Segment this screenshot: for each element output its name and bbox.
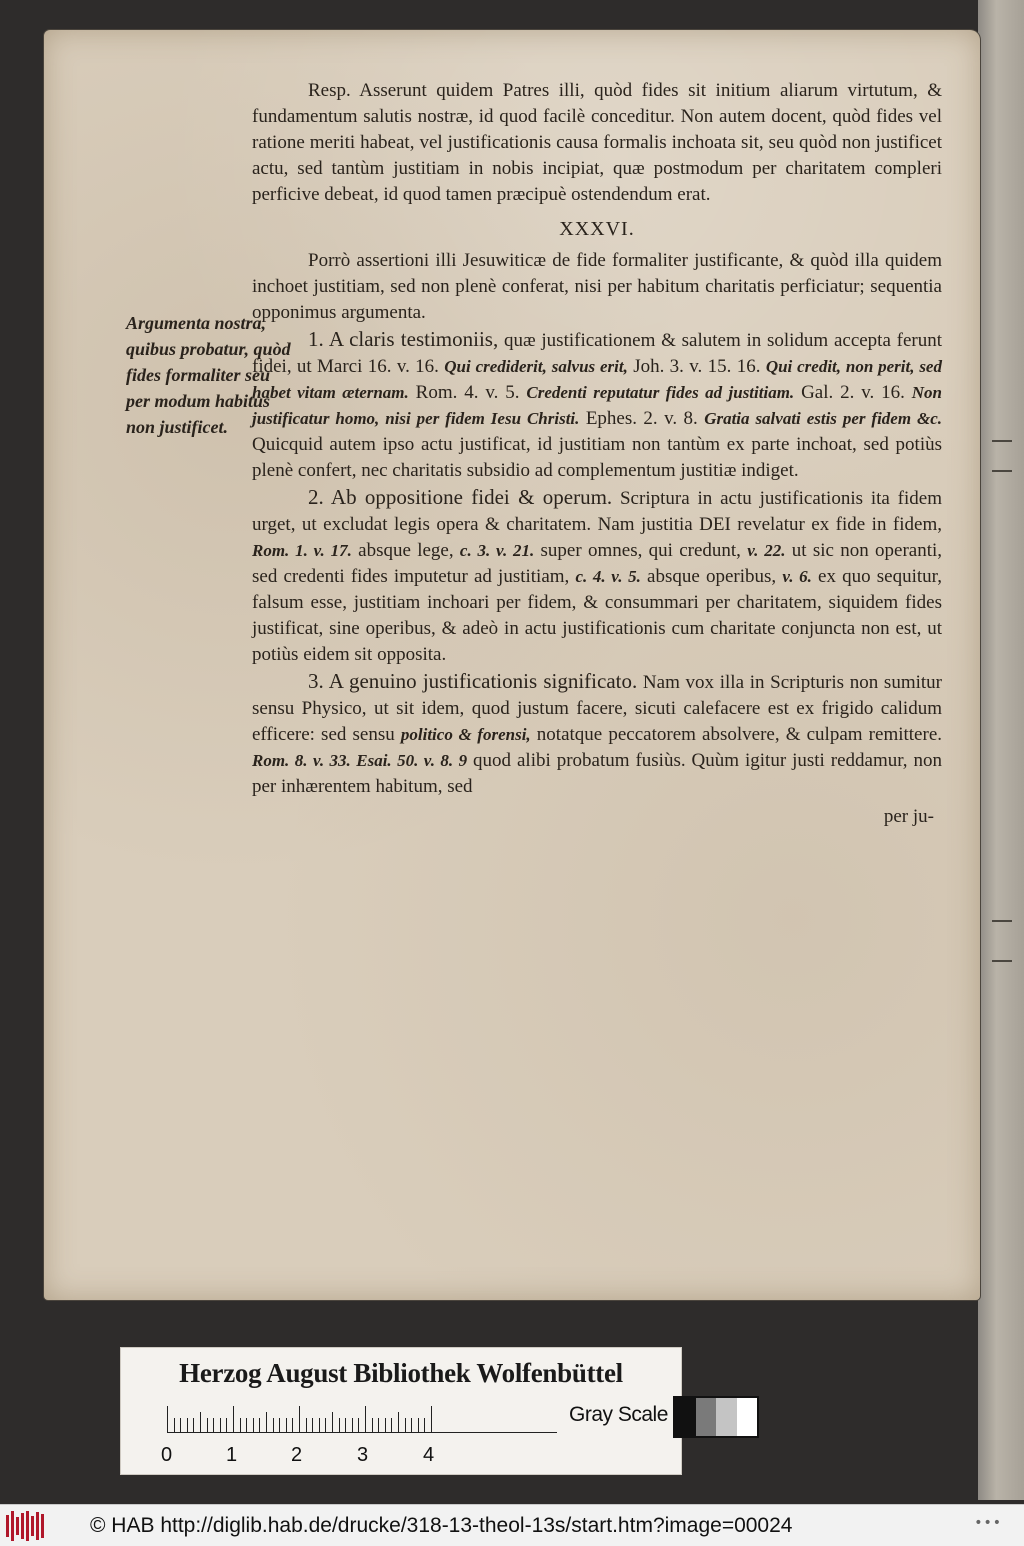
catchword: per ju- — [883, 806, 934, 827]
swatch — [716, 1398, 737, 1436]
ruler-tick — [319, 1418, 320, 1432]
scale-ruler — [167, 1404, 557, 1444]
ruler-tick — [418, 1418, 419, 1432]
scripture-reference: v. 6. — [782, 567, 812, 586]
ruler-tick — [279, 1418, 280, 1432]
swatch — [675, 1398, 696, 1436]
margin-note: Argumenta nostra, quibus probatur, quòd fides formaliter seu per modum habitus non justificet. — [126, 313, 291, 437]
ruler-tick — [345, 1418, 346, 1432]
argument-1-text: Quicquid autem ipso actu justificat, id justitiam non tantùm ex parte inchoat, sed potiùs plenè confert, nec charitatis subsidio ad complementum justitiæ indiget. — [252, 434, 942, 481]
ruler-tick — [405, 1418, 406, 1432]
argument-3 — [252, 668, 942, 800]
scripture-quote: Qui crediderit, salvus erit, — [444, 357, 628, 376]
argument-3-text: notatque peccatorem absolvere, & culpam remittere. — [530, 724, 943, 745]
argument-2-text: Scriptura in actu justificationis ita fidem urget, ut excludat legis opera & charitatem. Nam justitia DEI revelatur ex fide in fidem, — [252, 488, 942, 535]
argument-2-lead: 2. Ab oppositione fidei & operum. — [308, 485, 613, 509]
ruler-tick — [220, 1418, 221, 1432]
adjacent-page-edge — [978, 0, 1024, 1500]
ruler-tick — [253, 1418, 254, 1432]
footer-bar — [0, 1504, 1024, 1546]
scripture-reference: Rom. 8. v. 33. Esai. 50. v. 8. 9 — [252, 751, 468, 770]
ruler-tick — [174, 1418, 175, 1432]
ruler-tick — [273, 1418, 274, 1432]
scripture-reference: c. 3. v. 21. — [459, 541, 535, 560]
ruler-tick — [325, 1418, 326, 1432]
argument-1-text: Rom. 4. v. 5. — [408, 382, 527, 403]
scripture-reference: v. 22. — [747, 541, 786, 560]
ruler-tick — [207, 1418, 208, 1432]
ruler-tick — [200, 1412, 201, 1432]
ruler-tick — [240, 1418, 241, 1432]
ruler-tick — [391, 1418, 392, 1432]
hab-logo-icon — [6, 1511, 50, 1541]
argument-3-text: quod alibi probatum fusiùs. Quùm igitur justi reddamur, non per inhærentem habitum, sed — [252, 750, 942, 797]
footer-url[interactable]: © HAB http://diglib.hab.de/drucke/318-13-theol-13s/start.htm?image=00024 — [90, 1513, 793, 1537]
ruler-tick — [299, 1406, 300, 1432]
library-label — [120, 1347, 682, 1475]
paragraph-intro: Porrò assertioni illi Jesuwiticæ de fide formaliter justificante, & quòd illa quidem inchoet justitiam, sed non plenè conferat, nisi per habitum charitatis perficiatur; sequentia opponimus argumenta. — [252, 250, 942, 323]
scale-number: 0 — [161, 1444, 173, 1466]
scripture-quote: Qui credit, non perit, sed habet vitam æternam. — [252, 357, 942, 402]
ruler-tick — [431, 1406, 432, 1432]
argument-1-text: Joh. 3. v. 15. 16. — [627, 356, 766, 377]
argument-3-lead: 3. A genuino justificationis significato. — [308, 669, 638, 693]
swatch — [696, 1398, 717, 1436]
ruler-tick — [246, 1418, 247, 1432]
more-menu-icon[interactable]: ••• — [974, 1515, 1002, 1531]
ruler-tick — [339, 1418, 340, 1432]
argument-1-text: quæ justificationem & salutem in solidum accepta ferunt fidei, ut Marci 16. v. 16. — [252, 330, 943, 377]
argument-3-text: Nam vox illa in Scripturis non sumitur sensu Physico, ut sit idem, quod justum facere, sicuti calefacere est ex frigido calidum efficere: sed sensu — [252, 672, 942, 745]
argument-2-text: super omnes, qui credunt, — [534, 540, 748, 561]
ruler-tick — [411, 1418, 412, 1432]
ruler-tick — [332, 1412, 333, 1432]
scale-number: 4 — [423, 1444, 435, 1466]
ruler-tick — [193, 1418, 194, 1432]
argument-2-text: ut sic non operanti, sed credenti fides imputetur ad justitiam, — [252, 540, 943, 587]
argument-2-text: absque operibus, — [640, 566, 783, 587]
ruler-tick — [180, 1418, 181, 1432]
argument-1 — [252, 326, 942, 484]
ruler-tick — [286, 1418, 287, 1432]
ruler-tick — [312, 1418, 313, 1432]
ruler-tick — [385, 1418, 386, 1432]
scripture-reference: c. 4. v. 5. — [575, 567, 641, 586]
ruler-tick — [358, 1418, 359, 1432]
scripture-reference: Rom. 1. v. 17. — [252, 541, 352, 560]
argument-2-text: absque lege, — [351, 540, 460, 561]
scripture-quote: Non justificatur homo, nisi per fidem Iesu Christi. — [252, 383, 943, 428]
ruler-tick — [372, 1418, 373, 1432]
argument-1-lead: 1. A claris testimoniis, — [308, 327, 499, 351]
ruler-tick — [226, 1418, 227, 1432]
argument-2 — [252, 484, 942, 668]
scripture-quote: Credenti reputatur fides ad justitiam. — [526, 383, 795, 402]
argument-1-text: Ephes. 2. v. 8. — [579, 408, 705, 429]
scale-number: 2 — [291, 1444, 303, 1466]
ruler-tick — [187, 1418, 188, 1432]
ruler-tick — [306, 1418, 307, 1432]
section-number: XXXVI. — [559, 218, 635, 240]
ruler-tick — [233, 1406, 234, 1432]
gray-scale-swatches — [673, 1396, 759, 1438]
paragraph-response: Resp. Asserunt quidem Patres illi, quòd fides sit initium aliarum virtutum, & fundamentum salutis nostræ, id quod facilè conceditur. Non autem docent, quòd fides vel ratione meriti habeat, vel justificationis causa formalis inchoata sit, seu quòd non justificet actu, sed tantùm justitiam in nobis incipiat, quæ postmodum per charitatem compleri perficive debeat, id quod tamen præcipuè ostendendum erat. — [252, 80, 942, 205]
ruler-tick — [259, 1418, 260, 1432]
ruler-tick — [292, 1418, 293, 1432]
ruler-tick — [424, 1418, 425, 1432]
library-name: Herzog August Bibliothek Wolfenbüttel — [179, 1358, 623, 1388]
ruler-tick — [365, 1406, 366, 1432]
ruler-tick — [352, 1418, 353, 1432]
scale-number: 3 — [357, 1444, 369, 1466]
argument-2-text: ex quo sequitur, falsum esse, justitiam inchoari per fidem, & consummari per charitatem, siquidem fides justificat, sine operibus, & adeò in actu justificationis cum charitate conjuncta non est, ut potiùs eidem sit opposita. — [252, 566, 942, 665]
ruler-tick — [266, 1412, 267, 1432]
ruler-tick — [213, 1418, 214, 1432]
ruler-tick — [378, 1418, 379, 1432]
page-body — [252, 78, 942, 830]
gray-scale-label: Gray Scale — [569, 1403, 668, 1426]
argument-1-text: Gal. 2. v. 16. — [794, 382, 912, 403]
scripture-quote: Gratia salvati estis per fidem &c. — [704, 409, 942, 428]
emphasis-phrase: politico & forensi, — [400, 725, 531, 744]
scale-number: 1 — [226, 1444, 238, 1466]
ruler-tick — [167, 1406, 168, 1432]
ruler-tick — [398, 1412, 399, 1432]
swatch — [737, 1398, 758, 1436]
